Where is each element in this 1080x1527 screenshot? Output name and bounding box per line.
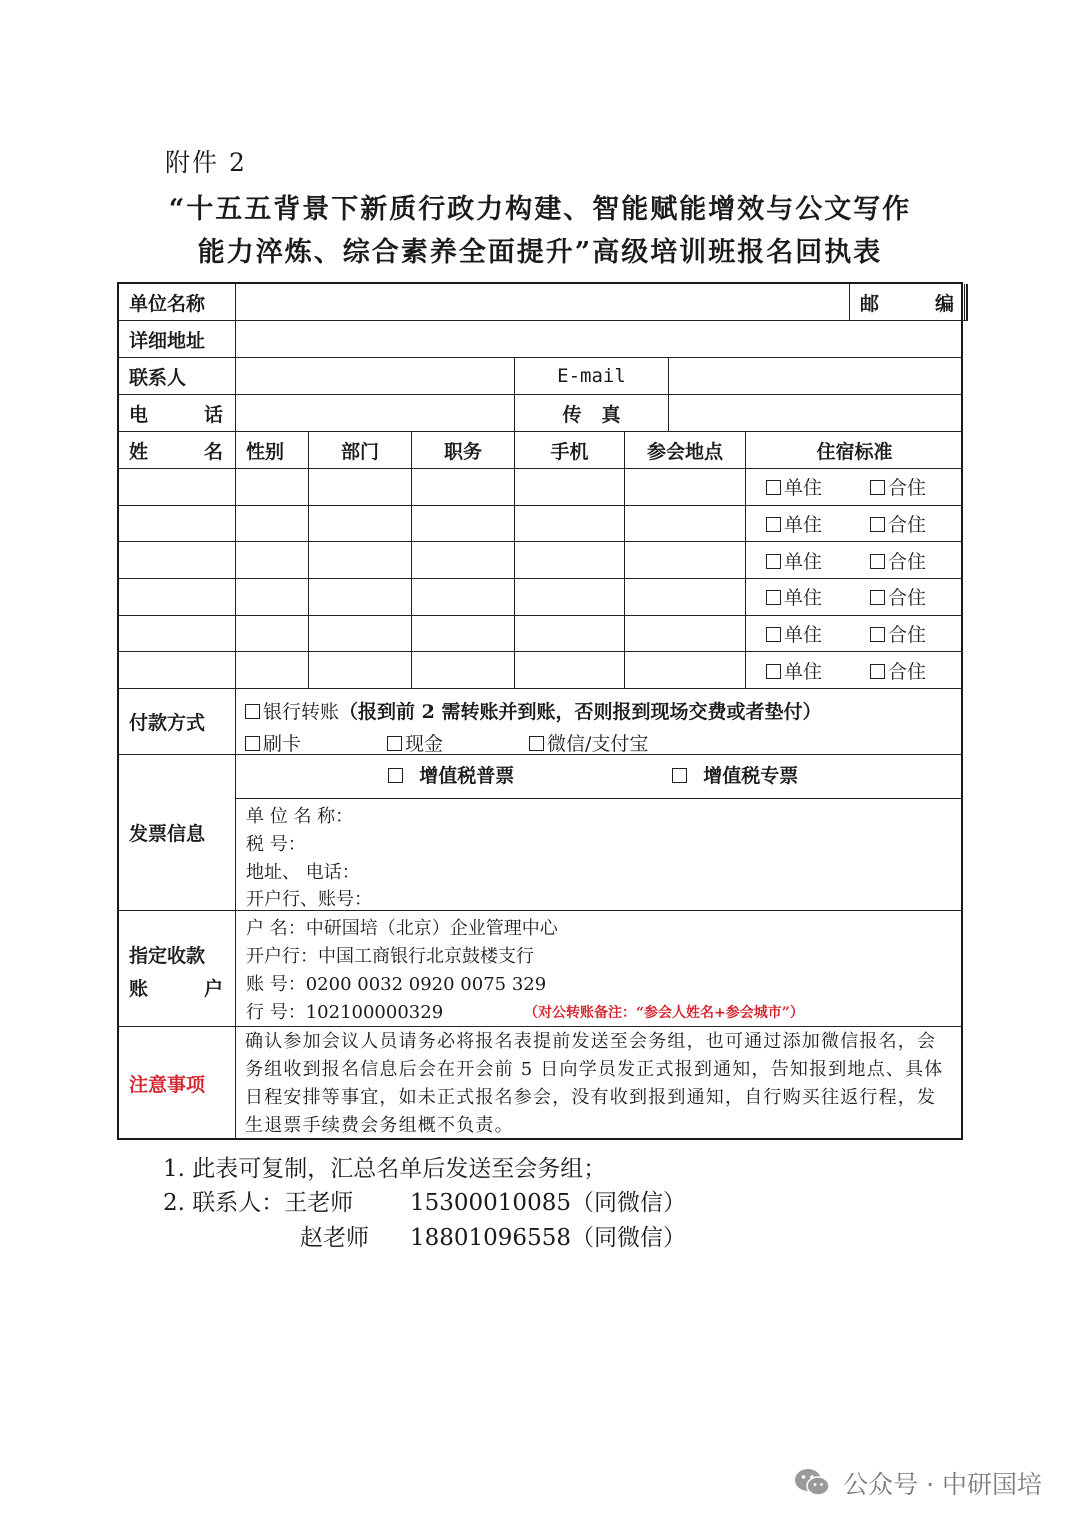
participant-cell[interactable] [236,652,309,689]
participant-cell[interactable] [515,469,625,506]
notice-label: 注意事项 [119,1027,236,1140]
payment-card-text: 刷卡 [263,733,302,755]
phone-label [119,395,236,432]
watermark-text: 公众号 · 中研国培 [843,1470,1042,1499]
lodging-single-text: 单住 [784,660,823,683]
lodging-single-option[interactable] [766,657,822,684]
col-name [119,432,236,469]
checkbox-icon[interactable] [388,768,403,783]
registration-table [117,282,963,1140]
lodging-shared-text: 合住 [888,587,927,610]
fax-label-b: 真 [601,403,621,426]
invoice-tax-no: 税 号： [246,834,306,855]
participant-cell[interactable] [515,652,625,689]
contact-label: 联系人 [119,358,236,395]
participant-cell[interactable] [236,616,309,653]
checkbox-icon[interactable] [245,736,260,751]
lodging-single-option[interactable] [766,583,822,610]
phone-label-a: 电 [129,403,149,426]
payment-label: 付款方式 [119,689,236,755]
participant-cell[interactable] [625,652,746,689]
payment-options [236,689,963,755]
checkbox-icon[interactable] [870,627,885,642]
participant-cell[interactable] [515,579,625,616]
invoice-ordinary-option[interactable] [388,761,514,788]
checkbox-icon[interactable] [766,590,781,605]
payment-card-option[interactable] [245,729,301,756]
lodging-single-text: 单住 [784,624,823,646]
participant-cell[interactable] [412,652,515,689]
notice-text: 确认参加会议人员请务必将报名表提前发送至会务组，也可通过添加微信报名，会务组收到报名信息后会在开会前 5 日向学员发正式报到通知，告知报到地点、具体日程安排等事宜，如未正式报名参会，没有收到报到通知，自行购买往返行程，发生退票手续费会务组概不负责。 [245,1031,944,1136]
lodging-shared-option[interactable] [870,547,926,574]
participant-cell[interactable] [412,579,515,616]
account-remark: （对公转账备注：“参会人姓名+参会城市”） [524,1005,804,1021]
lodging-shared-text: 合住 [888,513,927,536]
participant-cell[interactable] [119,616,236,653]
invoice-ordinary-text: 增值税普票 [419,765,515,787]
account-code: 行 号：102100000329 [246,1002,444,1023]
checkbox-icon[interactable] [870,517,885,532]
account-label-a: 指定收款 [129,945,206,967]
participant-cell[interactable] [309,579,412,616]
lodging-shared-text: 合住 [888,550,927,573]
participant-cell[interactable] [625,469,746,506]
participant-cell[interactable] [309,652,412,689]
checkbox-icon[interactable] [870,554,885,569]
checkbox-icon[interactable] [672,768,687,783]
unit-name-label: 单位名称 [119,284,236,321]
fax-field[interactable] [669,395,963,432]
col-position: 职务 [412,432,515,469]
participant-cell[interactable] [119,469,236,506]
checkbox-icon[interactable] [766,517,781,532]
participant-cell[interactable] [309,469,412,506]
col-name-a: 姓 [129,440,149,463]
lodging-options [746,469,963,506]
lodging-single-text: 单住 [784,477,823,500]
invoice-special-option[interactable] [672,761,798,788]
invoice-label: 发票信息 [119,755,236,911]
participant-cell[interactable] [625,542,746,579]
payment-cash-text: 现金 [405,733,444,755]
invoice-details [236,799,963,911]
footer-contact-2-phone: 18801096558（同微信） [410,1225,686,1251]
email-label: E-mail [515,358,669,395]
account-label-b2: 户 [204,978,224,1000]
participant-cell[interactable] [515,506,625,543]
invoice-unit-name: 单 位 名 称： [246,806,354,827]
checkbox-icon[interactable] [870,480,885,495]
payment-bank-note: （报到前 2 需转账并到账，否则报到现场交费或者垫付） [339,701,822,723]
invoice-address-phone: 地址、 电话： [246,862,360,883]
form-title-line1: “十五五背景下新质行政力构建、智能赋能增效与公文写作 [168,194,912,225]
participant-cell[interactable] [236,469,309,506]
lodging-single-option[interactable] [766,620,822,647]
participant-cell[interactable] [119,579,236,616]
attachment-label: 附件 2 [165,148,247,177]
col-department: 部门 [309,432,412,469]
lodging-single-text: 单住 [784,587,823,610]
footer-contact-1: 2. 联系人：王老师 [163,1190,354,1216]
lodging-options [746,506,963,543]
payment-cash-option[interactable] [387,729,443,756]
col-name-b: 名 [203,440,223,463]
lodging-shared-option[interactable] [870,473,926,500]
payment-bank-option[interactable] [245,697,821,724]
footer-note-1: 1. 此表可复制，汇总名单后发送至会务组； [163,1156,607,1182]
participant-cell[interactable] [236,579,309,616]
participant-cell[interactable] [119,542,236,579]
checkbox-icon[interactable] [870,590,885,605]
lodging-shared-option[interactable] [870,510,926,537]
participant-cell[interactable] [412,506,515,543]
invoice-type-row [236,755,963,799]
invoice-special-text: 增值税专票 [703,765,799,787]
participant-cell[interactable] [515,616,625,653]
account-details [236,911,963,1027]
participant-cell[interactable] [309,542,412,579]
checkbox-icon[interactable] [870,664,885,679]
footer-contact-2: 赵老师 [300,1225,369,1251]
lodging-single-option[interactable] [766,473,822,500]
participant-cell[interactable] [625,579,746,616]
postcode-label-a: 邮 [860,292,880,315]
col-venue: 参会地点 [625,432,746,469]
lodging-options [746,579,963,616]
phone-field[interactable] [236,395,515,432]
lodging-shared-text: 合住 [888,624,927,646]
account-number: 账 号：0200 0032 0920 0075 329 [246,974,547,995]
lodging-shared-option[interactable] [870,620,926,647]
col-gender: 性别 [236,432,309,469]
checkbox-icon[interactable] [766,664,781,679]
checkbox-icon[interactable] [766,480,781,495]
account-holder: 户 名：中研国培（北京）企业管理中心 [246,918,558,939]
fax-label [515,395,669,432]
unit-name-field[interactable] [236,284,850,321]
participant-cell[interactable] [412,469,515,506]
checkbox-icon[interactable] [387,736,402,751]
phone-label-b: 话 [203,403,223,426]
participant-cell[interactable] [515,542,625,579]
participant-cell[interactable] [625,506,746,543]
lodging-options [746,652,963,689]
col-mobile: 手机 [515,432,625,469]
lodging-single-option[interactable] [766,510,822,537]
participant-cell[interactable] [309,616,412,653]
payment-wechat-text: 微信/支付宝 [547,733,649,755]
participant-cell[interactable] [412,616,515,653]
participant-cell[interactable] [309,506,412,543]
lodging-options [746,616,963,653]
participant-cell[interactable] [625,616,746,653]
lodging-shared-option[interactable] [870,583,926,610]
footer-contact-1-phone: 15300010085（同微信） [410,1190,686,1216]
checkbox-icon[interactable] [766,554,781,569]
checkbox-icon[interactable] [245,704,260,719]
lodging-shared-text: 合住 [888,660,927,683]
contact-field[interactable] [236,358,515,395]
checkbox-icon[interactable] [766,627,781,642]
participant-cell[interactable] [236,542,309,579]
account-label [119,911,236,1027]
participant-cell[interactable] [119,506,236,543]
checkbox-icon[interactable] [529,736,544,751]
postcode-label-b: 编 [934,292,954,315]
watermark [793,1465,1042,1501]
invoice-bank-account: 开户行、账号： [246,889,372,910]
participant-cell[interactable] [412,542,515,579]
participant-cell[interactable] [119,652,236,689]
lodging-options [746,542,963,579]
form-title-line2: 能力淬炼、综合素养全面提升”高级培训班报名回执表 [197,237,883,268]
address-label: 详细地址 [119,321,236,358]
payment-wechat-option[interactable] [529,729,648,756]
lodging-single-text: 单住 [784,513,823,536]
participant-cell[interactable] [236,506,309,543]
fax-label-a: 传 [562,403,582,426]
account-bank: 开户行：中国工商银行北京鼓楼支行 [246,946,534,967]
lodging-single-option[interactable] [766,547,822,574]
wechat-icon [793,1467,831,1499]
address-field[interactable] [236,321,963,358]
payment-bank-text: 银行转账 [263,701,340,723]
account-label-b1: 账 [129,978,149,1000]
col-lodging: 住宿标准 [746,432,963,469]
lodging-shared-text: 合住 [888,477,927,500]
lodging-single-text: 单住 [784,550,823,573]
email-field[interactable] [669,358,963,395]
lodging-shared-option[interactable] [870,657,926,684]
